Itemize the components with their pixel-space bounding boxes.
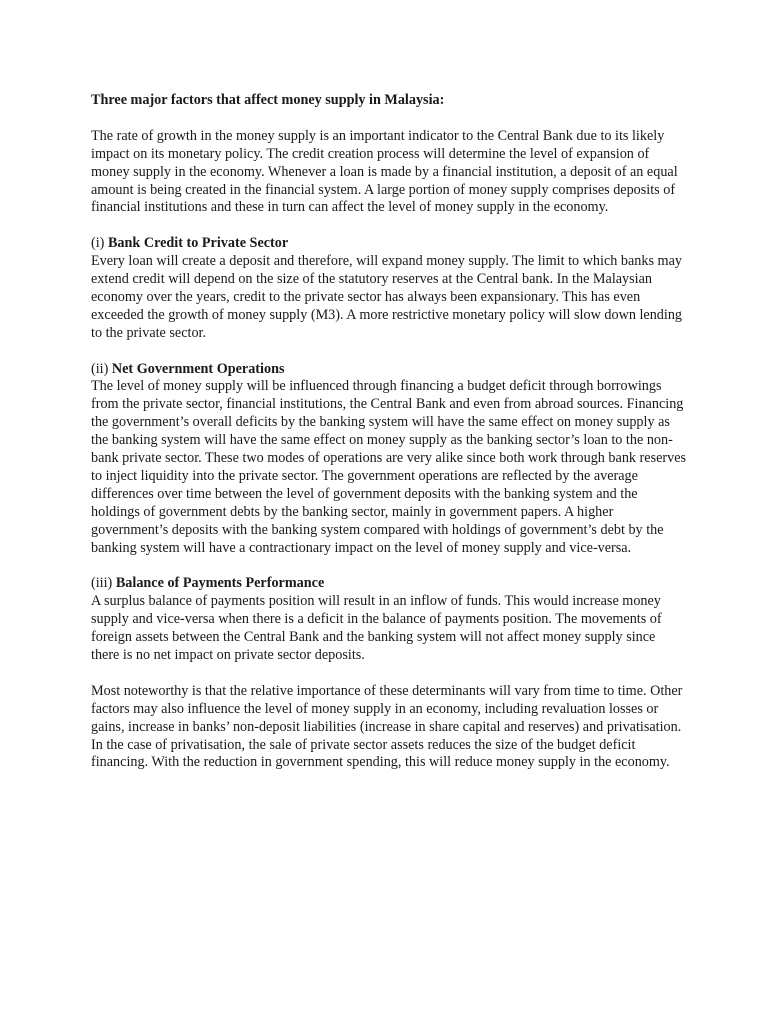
section-heading	[91, 235, 687, 253]
document-page	[91, 92, 687, 790]
section-body: A surplus balance of payments position will result in an inflow of funds. This would increase money supply and vice-versa when there is a deficit in the balance of payments position. The movements of foreign assets between the Central Bank and the banking system will not affect money supply since there is no net impact on private sector deposits.	[91, 593, 662, 664]
section-title: Net Government Operations	[111, 360, 285, 377]
section-body: Every loan will create a deposit and therefore, will expand money supply. The limit to which banks may extend credit will depend on the size of the statutory reserves at the Central bank. In the Malaysian economy over the years, credit to the private sector has always been expansionary. This has even exceeded the growth of money supply (M3). A more restrictive monetary policy will slow down lending to the private sector.	[91, 253, 683, 341]
section-number: (iii)	[91, 575, 113, 592]
intro-paragraph: The rate of growth in the money supply is an important indicator to the Central Bank due to its likely impact on its monetary policy. The credit creation process will determine the level of expansion of money supply in the economy. Whenever a loan is made by a financial institution, a deposit of an equal amount is being created in the financial system. A large portion of money supply comprises deposits of financial institutions and these in turn can affect the level of money supply in the economy.	[91, 127, 678, 216]
conclusion-paragraph: Most noteworthy is that the relative importance of these determinants will vary from time to time. Other factors may also influence the level of money supply in an economy, including revaluation losses or gains, increase in banks’ non-deposit liabilities (increase in share capital and reserves) and privatisation. In the case of privatisation, the sale of private sector assets reduces the size of the budget deficit financing. With the reduction in government spending, this will reduce money supply in the economy.	[91, 682, 683, 771]
document-title: Three major factors that affect money supply in Malaysia:	[91, 92, 445, 108]
section-balance-of-payments	[91, 575, 687, 665]
section-title: Balance of Payments Performance	[115, 575, 325, 592]
section-body: The level of money supply will be influenced through financing a budget deficit through borrowings from the private sector, financial institutions, the Central Bank and even from abroad sources. Financing the government’s overall deficits by the banking system will have the same effect on money supply as the banking system will have the same effect on money supply as the banking sector’s loan to the non-bank private sector. These two modes of operations are very alike since both work through bank reserves to inject liquidity into the private sector. The government operations are reflected by the average differences over time between the level of government deposits with the banking system and the holdings of government debts by the banking sector, mainly in government papers. A higher government’s deposits with the banking system compared with holdings of government’s debt by the banking system will have a contractionary impact on the level of money supply and vice-versa.	[91, 378, 687, 556]
section-bank-credit	[91, 235, 687, 342]
section-number: (ii)	[91, 360, 109, 377]
section-heading	[91, 575, 687, 593]
section-title: Bank Credit to Private Sector	[107, 235, 289, 252]
section-net-government-operations	[91, 361, 687, 558]
section-number: (i)	[91, 235, 105, 252]
section-heading	[91, 361, 687, 379]
